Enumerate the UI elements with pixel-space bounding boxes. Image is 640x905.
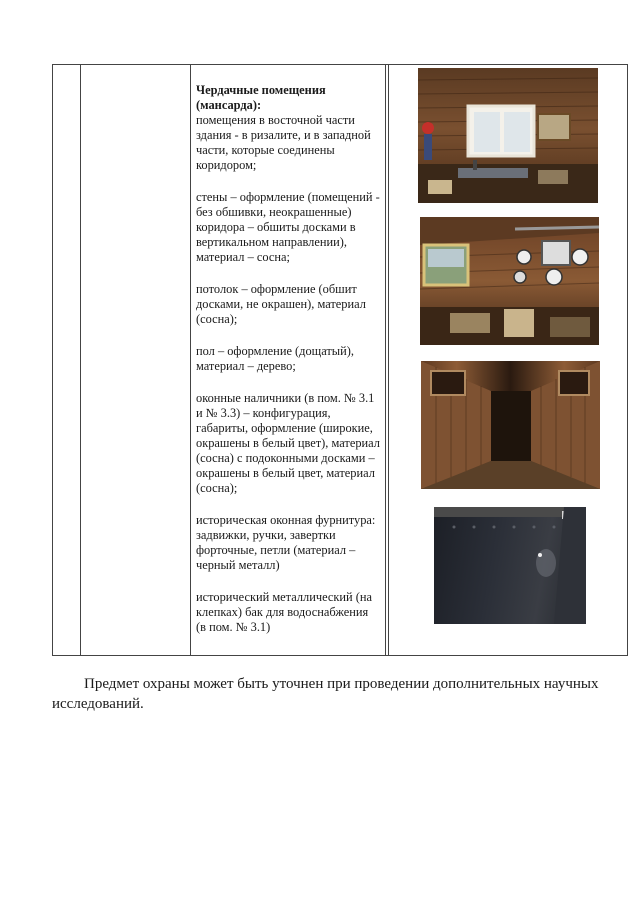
protection-table (52, 64, 628, 656)
column-divider (80, 65, 81, 655)
description-cell (196, 83, 381, 652)
column-divider (388, 65, 389, 655)
column-divider (190, 65, 191, 655)
closing-note: Предмет охраны может быть уточнен при проведении дополнительных научных исследований. (52, 676, 599, 712)
attic-window-photo (418, 68, 598, 203)
description-paragraph: стены – оформление (помещений - без обшивки, неокрашенные) коридора – обшиты досками в вертикальном направлении), материал – сосна; (196, 190, 380, 264)
column-divider (385, 65, 386, 655)
corridor-photo (421, 361, 600, 489)
description-paragraph: пол – оформление (дощатый), материал – дерево; (196, 344, 354, 373)
section-title: Чердачные помещения (мансарда): (196, 83, 326, 112)
attic-room-photo (420, 217, 599, 345)
water-tank-photo (434, 507, 586, 624)
description-paragraph: потолок – оформление (обшит досками, не окрашен), материал (сосна); (196, 282, 366, 326)
description-paragraph: оконные наличники (в пом. № 3.1 и № 3.3) – конфигурация, габариты, оформление (широкие, окрашены в белый цвет), материал (сосна) с подоконными досками – окрашены в белый цвет, материал (сосна); (196, 391, 380, 495)
description-paragraph: историческая оконная фурнитура: задвижки, ручки, завертки форточные, петли (материал – черный металл) (196, 513, 376, 572)
description-paragraph: исторический металлический (на клепках) бак для водоснабжения (в пом. № 3.1) (196, 590, 373, 634)
description-paragraph: помещения в восточной части здания - в ризалите, и в западной части, которые соединены коридором; (196, 113, 371, 172)
